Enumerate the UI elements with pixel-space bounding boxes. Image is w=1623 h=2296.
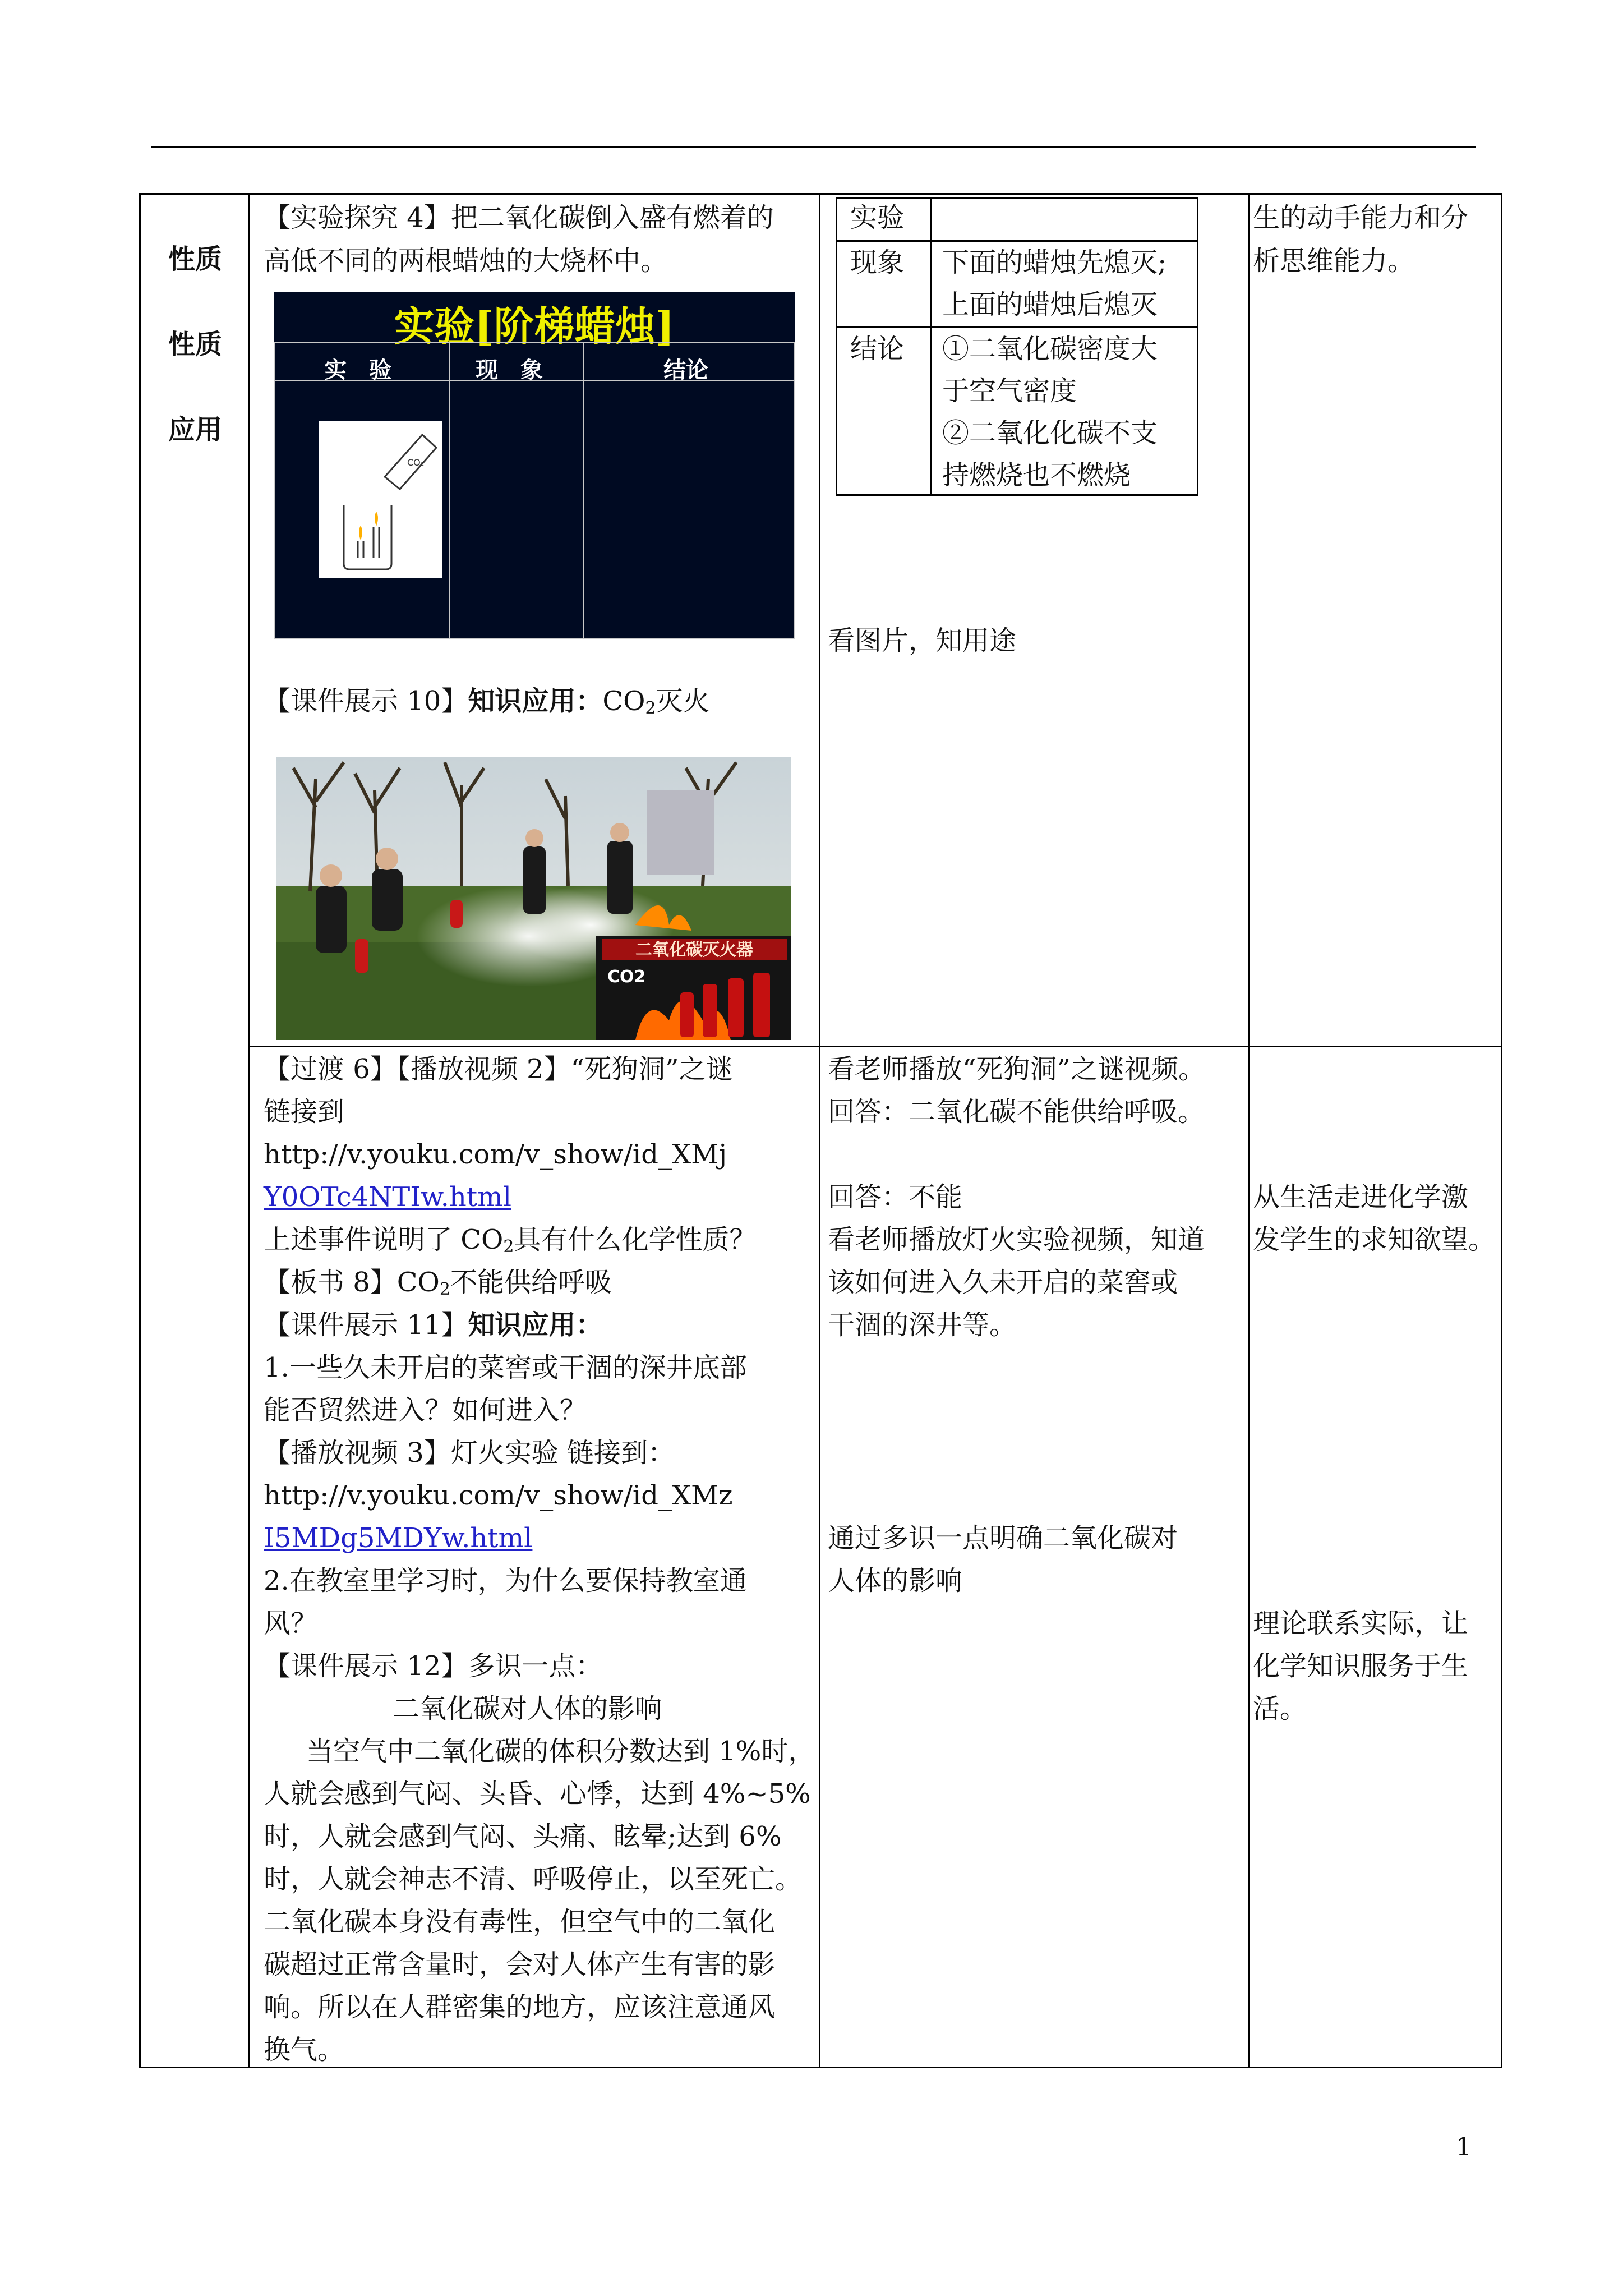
slide-col-experiment: 实 验 [324,357,391,383]
reading-line8: 换气。 [264,2034,345,2065]
student-answer-1: 回答：二氧化碳不能供给呼吸。 [828,1096,1205,1128]
table-divider-2 [819,193,820,2068]
question-2-line2: 风？ [264,1608,318,1639]
reading-line7: 响。所以在人群密集的地方，应该注意通风 [264,1991,776,2023]
courseware-10-line: 【课件展示 10】知识应用：$CO_2$灭火 [264,685,710,718]
video-2-url-part1: http://v.youku.com/v_show/id_XMj [264,1139,727,1170]
student-watch-video-3-line3: 干涸的深井等。 [828,1309,1017,1341]
photo-illustration [276,757,791,1040]
reading-line1: 当空气中二氧化碳的体积分数达到 1%时， [306,1736,815,1767]
table-divider-3 [1248,193,1250,2068]
result-label-phenomenon: 现象 [850,247,905,278]
video-3-url-part1: http://v.youku.com/v_show/id_XMz [264,1480,733,1511]
table-border-left [139,193,141,2068]
reading-line2: 人就会感到气闷、头昏、心悸，达到 4%~5% [264,1778,811,1810]
table-border-right [1501,193,1502,2068]
design-intent-line2: 析思维能力。 [1253,245,1415,277]
student-watch-video-2: 看老师播放“死狗洞”之谜视频。 [828,1053,1206,1085]
transition-6-line: 【过渡 6】【播放视频 2】“死狗洞”之谜 [264,1053,733,1085]
reading-line5: 二氧化碳本身没有毒性，但空气中的二氧化 [264,1906,776,1938]
student-reading-line1: 通过多识一点明确二氧化碳对 [828,1522,1178,1554]
question-1-line2: 能否贸然进入？如何进入？ [264,1395,587,1426]
video-3-line: 【播放视频 3】灯火实验 链接到： [264,1437,675,1469]
reading-line6: 碳超过正常含量时，会对人体产生有害的影 [264,1949,776,1980]
result-phenomenon-line2: 上面的蜡烛后熄灭 [942,289,1158,320]
result-label-experiment: 实验 [850,202,905,233]
design-intent-3-line3: 活。 [1253,1693,1307,1724]
result-conclusion-line4: 持燃烧也不燃烧 [942,459,1131,491]
section-label-2: 性质 [168,329,223,360]
table-border-top [139,193,1502,195]
slide-title: 实验[阶梯蜡烛] [394,302,675,350]
result-phenomenon-line1: 下面的蜡烛先熄灭; [942,247,1167,278]
student-watch-video-3-line2: 该如何进入久未开启的菜窖或 [828,1267,1178,1298]
student-watch-video-3-line1: 看老师播放灯火实验视频，知道 [828,1224,1205,1255]
page-number: 1 [1456,2133,1472,2161]
courseware-11-line: 【课件展示 11】知识应用： [264,1309,603,1341]
question-1-line1: 1.一些久未开启的菜窖或干涸的深井底部 [264,1352,747,1383]
design-intent-3-line2: 化学知识服务于生 [1253,1650,1469,1682]
section-label-3: 应用 [168,414,223,445]
beaker-candle-diagram [319,421,442,578]
board-note-8: 【板书 8】$CO_2$不能供给呼吸 [264,1267,612,1299]
experiment-text-line1: 【实验探究 4】把二氧化碳倒入盛有燃着的 [264,202,774,233]
courseware-12-line: 【课件展示 12】多识一点： [264,1650,603,1682]
video-3-url-link[interactable]: I5MDg5MDYw.html [264,1522,533,1554]
fire-extinguisher-photo [276,757,791,1040]
row-divider [248,1046,1502,1047]
video-2-url-link[interactable]: Y0OTc4NTIw.html [264,1181,511,1213]
student-reading-line2: 人体的影响 [828,1565,963,1596]
photo-banner: 二氧化碳灭火器 [635,940,753,960]
experiment-slide-image [274,292,795,639]
photo-co2-label: CO2 [607,967,646,987]
result-conclusion-line3: ②二氧化化碳不支 [942,417,1158,449]
design-intent-2-line2: 发学生的求知欲望。 [1253,1224,1496,1255]
design-intent-line1: 生的动手能力和分 [1253,202,1469,233]
question-2-line1: 2.在教室里学习时，为什么要保持教室通 [264,1565,747,1596]
result-label-conclusion: 结论 [850,333,905,365]
link-to-label: 链接到 [264,1096,345,1128]
result-conclusion-line2: 于空气密度 [942,375,1077,407]
student-activity-pictures: 看图片，知用途 [828,625,1017,656]
section-label-1: 性质 [168,243,223,275]
result-table [836,197,1198,496]
header-rule [151,146,1476,148]
reading-title: 二氧化碳对人体的影响 [393,1693,662,1724]
design-intent-2-line1: 从生活走进化学激 [1253,1181,1469,1213]
reading-line3: 时，人就会感到气闷、头痛、眩晕;达到 6% [264,1821,782,1852]
slide-col-conclusion: 结论 [663,357,708,383]
student-answer-2: 回答：不能 [828,1181,963,1213]
slide-col-phenomenon: 现 象 [476,357,543,383]
question-co2-property: 上述事件说明了 $CO_2$具有什么化学性质？ [264,1224,757,1257]
design-intent-3-line1: 理论联系实际，让 [1253,1608,1469,1639]
reading-line4: 时，人就会神志不清、呼吸停止，以至死亡。 [264,1864,803,1895]
slide-co2-label: CO₂ [407,457,425,468]
table-divider-1 [248,193,250,2068]
result-conclusion-line1: ①二氧化碳密度大 [942,333,1158,365]
experiment-text-line2: 高低不同的两根蜡烛的大烧杯中。 [264,245,668,277]
